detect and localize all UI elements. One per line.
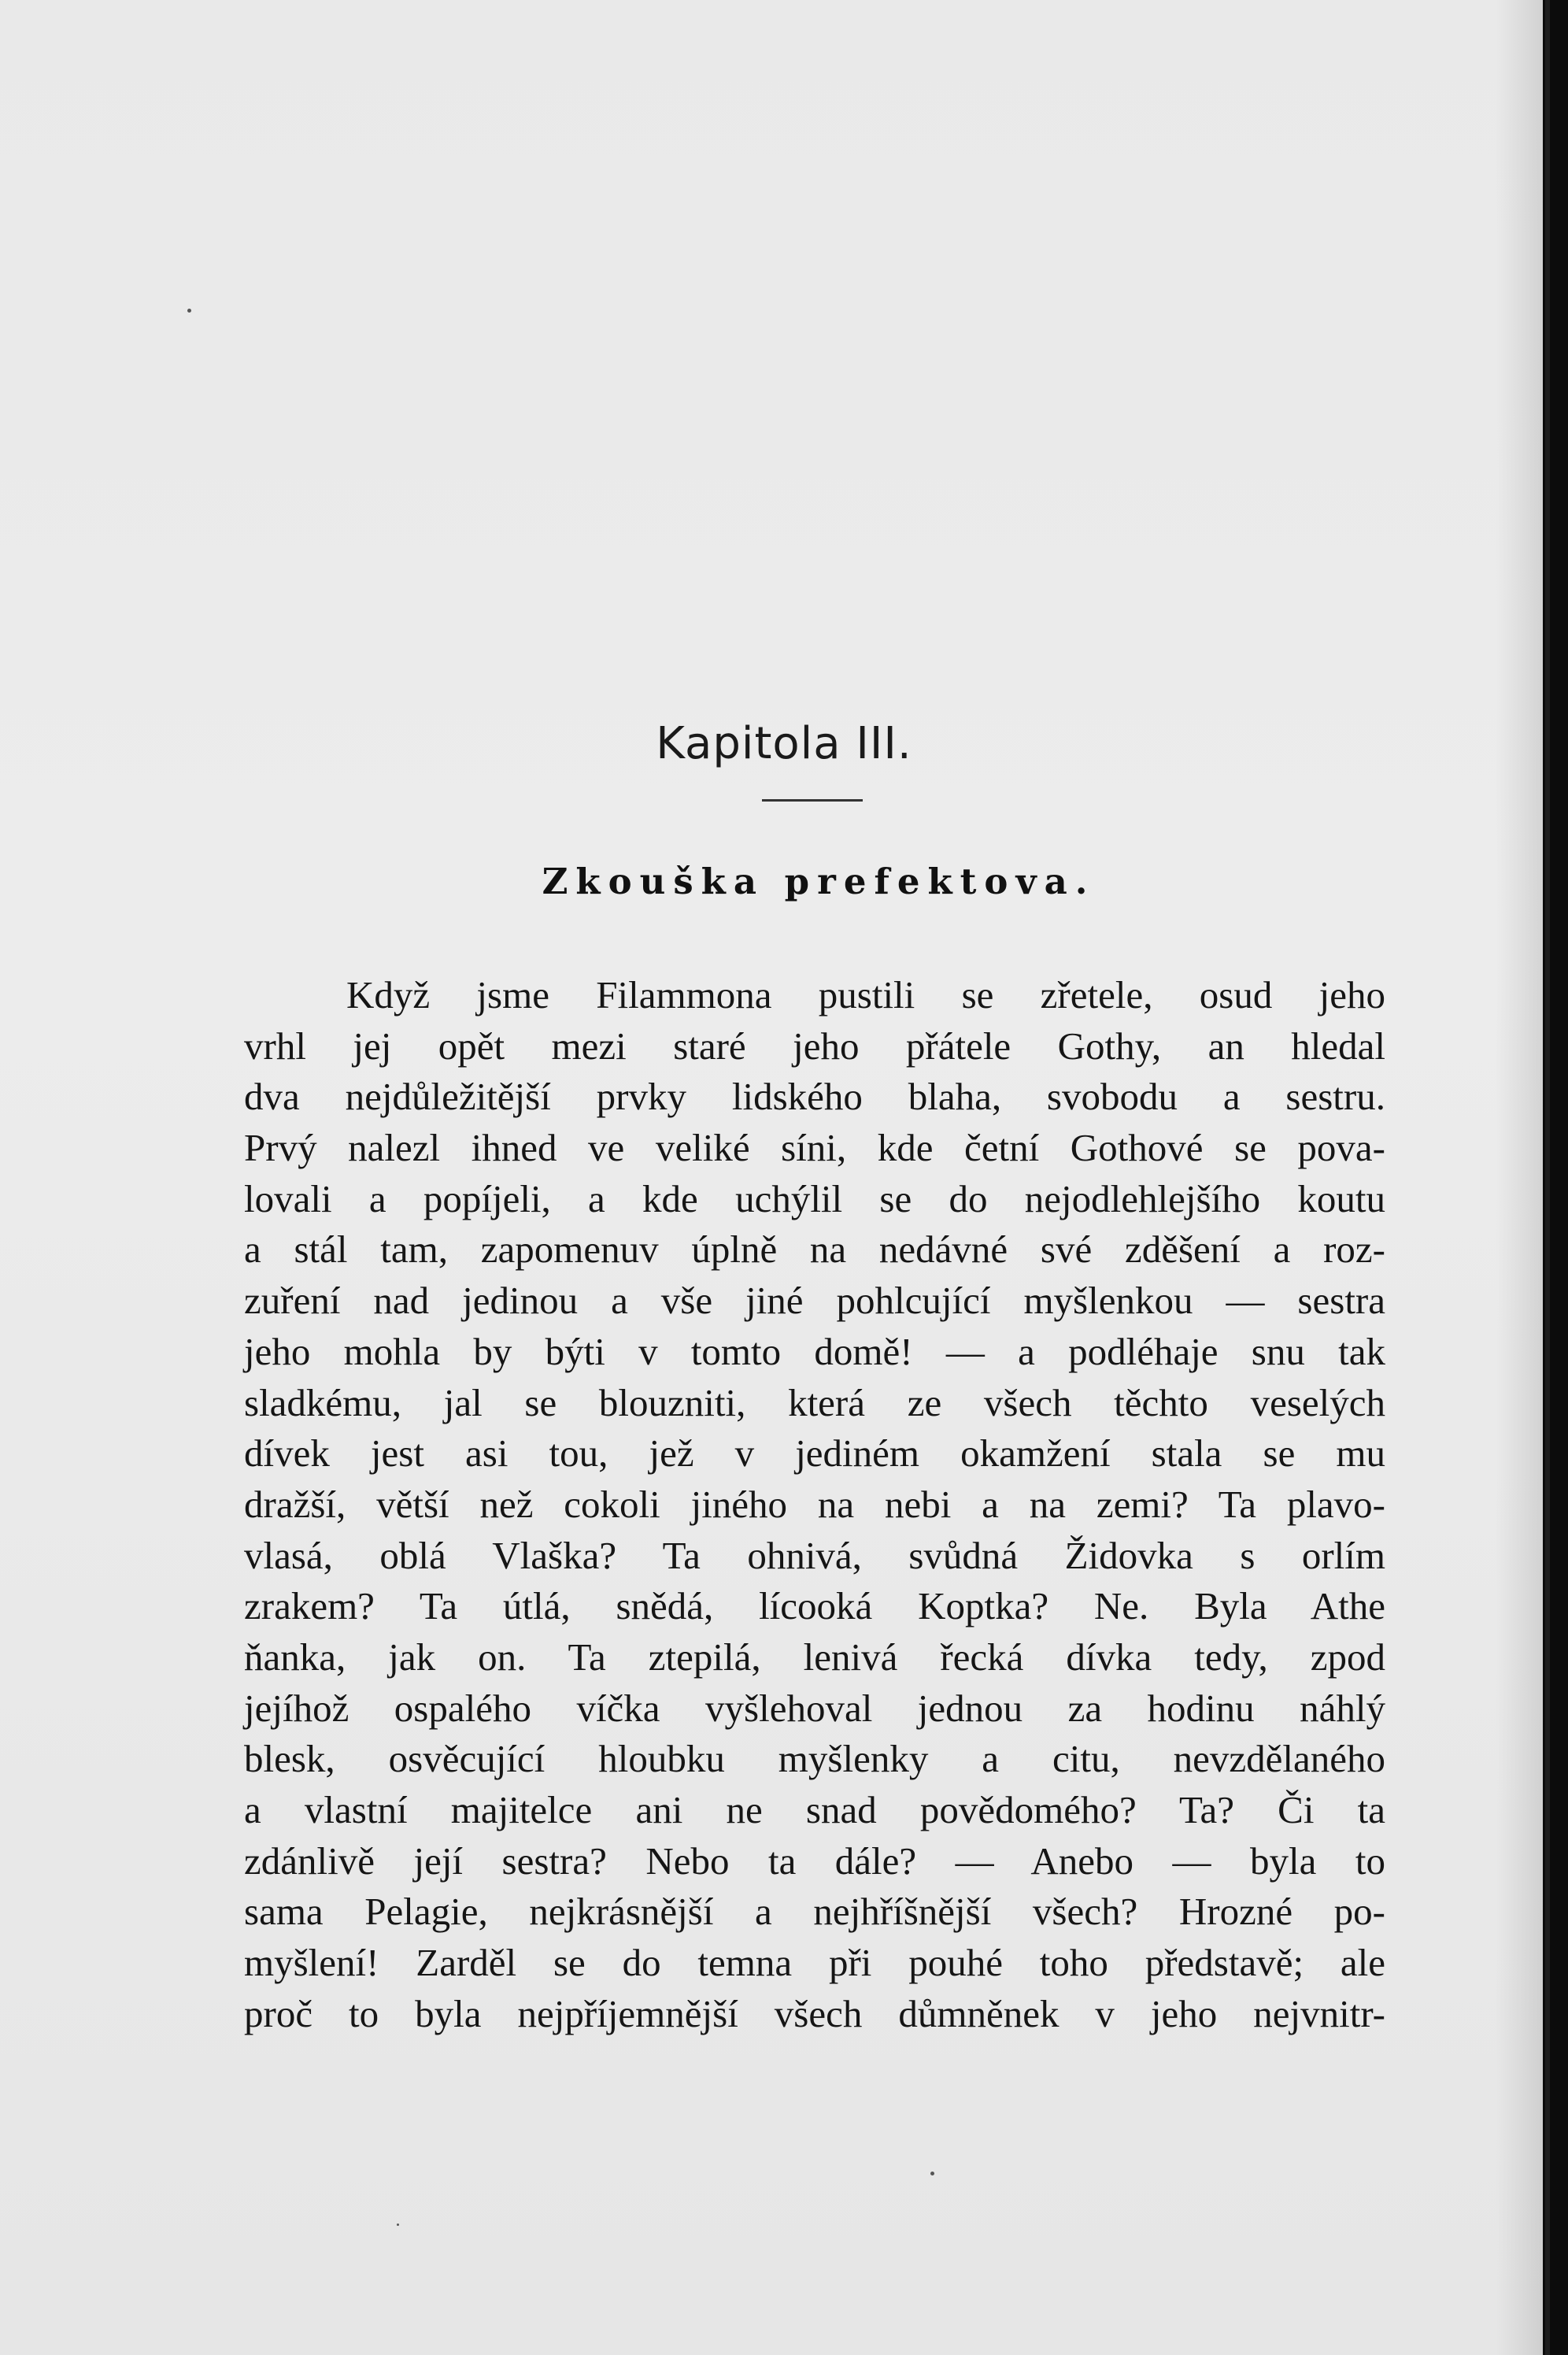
text-line: dražší, větší než cokoli jiného na nebi a na zemi? Ta plavo- [244, 1482, 1385, 1526]
paper-speck [930, 2172, 934, 2175]
text-line: zdánlivě její sestra? Nebo ta dále? — Anebo — byla to [244, 1838, 1385, 1883]
page-edge-line [1545, 0, 1550, 2355]
text-line: blesk, osvěcující hloubku myšlenky a citu, nevzdělaného [244, 1737, 1385, 1781]
text-line: sladkému, jal se blouzniti, která ze všech těchto veselých [244, 1380, 1385, 1424]
text-line: sama Pelagie, nejkrásnější a nejhříšnější všech? Hrozné po- [244, 1890, 1385, 1934]
text-line: vrhl jej opět mezi staré jeho přátele Gothy, an hledal [244, 1024, 1385, 1068]
text-line: vlasá, oblá Vlaška? Ta ohnivá, svůdná Židovka s orlím [244, 1533, 1385, 1577]
text-line: ňanka, jak on. Ta ztepilá, lenivá řecká dívka tedy, zpod [244, 1635, 1385, 1679]
text-line: myšlení! Zarděl se do temna při pouhé toho představě; ale [244, 1941, 1385, 1985]
page-shadow [1496, 0, 1543, 2355]
heading-divider [762, 799, 863, 802]
text-line: a vlastní majitelce ani ne snad povědomého? Ta? Či ta [244, 1788, 1385, 1831]
chapter-title: Zkouška prefektova. [542, 861, 1096, 902]
text-line: proč to byla nejpříjemnější všech důmněnek v jeho nejvnitr- [244, 1991, 1385, 2035]
text-line: dívek jest asi tou, jež v jediném okamžení stala se mu [244, 1431, 1385, 1476]
text-line: dva nejdůležitější prvky lidského blaha, svobodu a sestru. [244, 1075, 1385, 1119]
text-line: jeho mohla by býti v tomto domě! — a podléhaje snu tak [244, 1329, 1385, 1373]
text-line: jejíhož ospalého víčka vyšlehoval jednou za hodinu náhlý [244, 1686, 1385, 1730]
text-line: zrakem? Ta útlá, snědá, lícooká Koptka? Ne. Byla Athe [244, 1584, 1385, 1628]
paper-speck [187, 309, 191, 313]
text-line: zuření nad jedinou a vše jiné pohlcující myšlenkou — sestra [244, 1279, 1385, 1323]
chapter-heading: Kapitola III. [656, 718, 912, 769]
paper-speck [397, 2224, 399, 2226]
text-line: Prvý nalezl ihned ve veliké síni, kde četní Gothové se pova- [244, 1126, 1385, 1170]
text-line: lovali a popíjeli, a kde uchýlil se do nejodlehlejšího koutu [244, 1176, 1385, 1220]
body-text [244, 970, 1385, 2039]
text-line: a stál tam, zapomenuv úplně na nedávné své zděšení a roz- [244, 1227, 1385, 1272]
text-line: Když jsme Filammona pustili se zřetele, osud jeho [346, 973, 1385, 1016]
